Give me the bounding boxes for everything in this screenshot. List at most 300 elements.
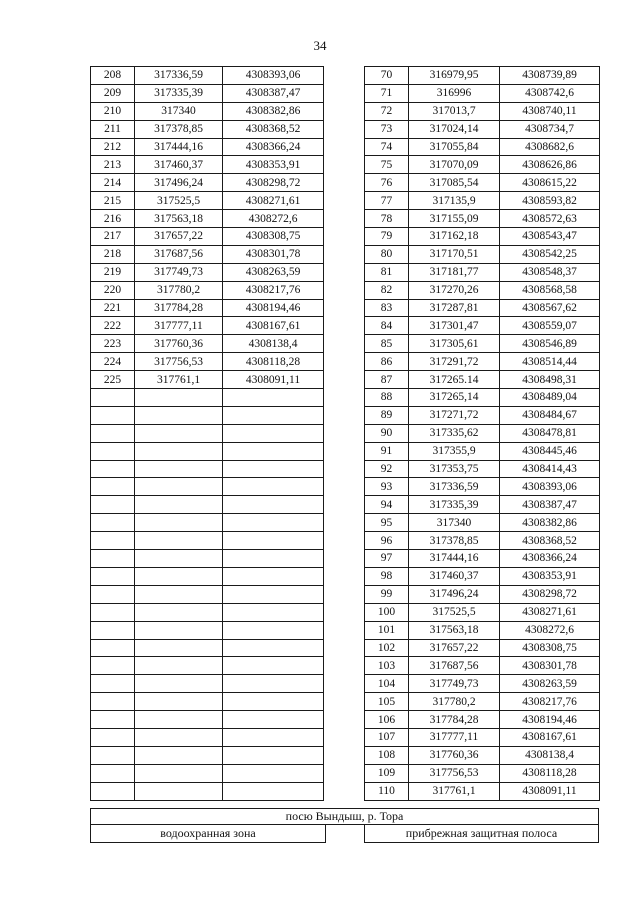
empty-cell [91,782,135,800]
coordinate-y: 4308543,47 [500,228,600,246]
point-number: 213 [91,156,135,174]
empty-cell [91,389,135,407]
empty-table-row [91,657,324,675]
empty-table-row [91,603,324,621]
point-number: 223 [91,335,135,353]
coordinate-y: 4308091,11 [500,782,600,800]
empty-cell [223,603,324,621]
page-number: 34 [313,38,327,53]
coordinate-y: 4308091,11 [223,371,324,389]
coordinate-x: 317657,22 [409,639,500,657]
table-row [365,174,600,192]
point-number: 221 [91,299,135,317]
empty-table-row [91,675,324,693]
point-number: 216 [91,210,135,228]
table-row [91,174,324,192]
coordinate-y: 4308217,76 [223,281,324,299]
coordinate-y: 4308542,25 [500,245,600,263]
coordinate-y: 4308167,61 [223,317,324,335]
coordinate-x: 317749,73 [135,263,223,281]
empty-cell [91,585,135,603]
empty-cell [91,460,135,478]
empty-table-row [91,728,324,746]
empty-cell [223,657,324,675]
coordinate-x: 317335,39 [409,496,500,514]
empty-cell [223,478,324,496]
empty-table-row [91,532,324,550]
empty-table-row [91,585,324,603]
empty-cell [223,567,324,585]
table-row [365,389,600,407]
empty-table-row [91,424,324,442]
coordinate-y: 4308368,52 [223,120,324,138]
point-number: 80 [365,245,409,263]
coordinate-x: 317784,28 [409,711,500,729]
empty-cell [223,424,324,442]
point-number: 77 [365,192,409,210]
empty-cell [135,478,223,496]
point-number: 87 [365,371,409,389]
table-row [365,317,600,335]
coordinate-x: 317780,2 [135,281,223,299]
empty-cell [91,567,135,585]
coordinate-y: 4308353,91 [223,156,324,174]
empty-table-row [91,621,324,639]
table-row [365,728,600,746]
table-row [365,335,600,353]
coordinate-y: 4308626,86 [500,156,600,174]
point-number: 86 [365,353,409,371]
coordinate-y: 4308138,4 [223,335,324,353]
coordinate-x: 317055,84 [409,138,500,156]
coordinate-x: 317335,39 [135,84,223,102]
empty-table-row [91,711,324,729]
table-row [365,621,600,639]
coordinate-x: 317563,18 [409,621,500,639]
table-row [365,550,600,568]
empty-table-row [91,406,324,424]
coordinate-y: 4308478,81 [500,424,600,442]
empty-table-row [91,442,324,460]
coordinate-x: 317170,51 [409,245,500,263]
empty-cell [223,514,324,532]
coordinate-y: 4308734,7 [500,120,600,138]
table-row [365,299,600,317]
empty-cell [91,639,135,657]
coordinate-y: 4308742,6 [500,84,600,102]
coordinate-y: 4308263,59 [223,263,324,281]
coordinate-y: 4308353,91 [500,567,600,585]
point-number: 97 [365,550,409,568]
coordinate-x: 317013,7 [409,102,500,120]
empty-cell [223,621,324,639]
empty-cell [135,746,223,764]
empty-cell [135,496,223,514]
point-number: 96 [365,532,409,550]
point-number: 85 [365,335,409,353]
point-number: 109 [365,764,409,782]
table-row [91,210,324,228]
coordinate-x: 317563,18 [135,210,223,228]
point-number: 219 [91,263,135,281]
table-row [365,514,600,532]
coordinate-y: 4308271,61 [500,603,600,621]
coordinate-y: 4308414,43 [500,460,600,478]
table-row [365,585,600,603]
table-row [365,120,600,138]
empty-cell [91,532,135,550]
point-number: 71 [365,84,409,102]
water-protection-zone-label: водоохранная зона [90,825,326,843]
empty-cell [91,442,135,460]
point-number: 93 [365,478,409,496]
empty-table-row [91,460,324,478]
point-number: 99 [365,585,409,603]
point-number: 220 [91,281,135,299]
point-number: 101 [365,621,409,639]
empty-cell [91,675,135,693]
point-number: 78 [365,210,409,228]
coordinate-y: 4308194,46 [223,299,324,317]
table-row [91,156,324,174]
point-number: 218 [91,245,135,263]
empty-cell [135,782,223,800]
coordinate-y: 4308387,47 [500,496,600,514]
empty-table-row [91,746,324,764]
empty-cell [135,639,223,657]
coordinate-x: 317301,47 [409,317,500,335]
table-row [365,693,600,711]
empty-cell [135,532,223,550]
coordinate-x: 317760,36 [409,746,500,764]
coordinate-x: 317305,61 [409,335,500,353]
coordinate-y: 4308387,47 [223,84,324,102]
point-number: 76 [365,174,409,192]
table-row [91,120,324,138]
coordinate-x: 317265.14 [409,371,500,389]
empty-cell [223,782,324,800]
coordinate-x: 317756,53 [135,353,223,371]
point-number: 100 [365,603,409,621]
coordinate-y: 4308118,28 [500,764,600,782]
table-row [365,102,600,120]
coordinate-x: 317162,18 [409,228,500,246]
point-number: 107 [365,728,409,746]
empty-cell [135,585,223,603]
point-number: 106 [365,711,409,729]
coordinate-x: 317271,72 [409,406,500,424]
coordinate-y: 4308615,22 [500,174,600,192]
table-row [91,299,324,317]
empty-cell [91,728,135,746]
empty-cell [223,764,324,782]
point-number: 88 [365,389,409,407]
coordinate-y: 4308138,4 [500,746,600,764]
empty-cell [223,460,324,478]
empty-cell [135,550,223,568]
coordinate-y: 4308593,82 [500,192,600,210]
coordinate-x: 317378,85 [409,532,500,550]
table-row [365,782,600,800]
table-row [365,228,600,246]
point-number: 82 [365,281,409,299]
coordinate-y: 4308368,52 [500,532,600,550]
coordinate-y: 4308393,06 [500,478,600,496]
table-row [91,263,324,281]
empty-table-row [91,478,324,496]
point-number: 105 [365,693,409,711]
coordinate-x: 317780,2 [409,693,500,711]
coordinate-y: 4308308,75 [500,639,600,657]
coordinate-y: 4308366,24 [500,550,600,568]
coordinate-x: 317155,09 [409,210,500,228]
coordinate-x: 317525,5 [409,603,500,621]
point-number: 215 [91,192,135,210]
coordinate-x: 317355,9 [409,442,500,460]
coordinate-y: 4308740,11 [500,102,600,120]
table-row [365,764,600,782]
point-number: 70 [365,67,409,85]
table-row [365,603,600,621]
table-row [365,245,600,263]
table-row [365,156,600,174]
table-row [365,639,600,657]
empty-table-row [91,514,324,532]
point-number: 74 [365,138,409,156]
coordinate-x: 317340 [409,514,500,532]
coordinate-y: 4308546,89 [500,335,600,353]
point-number: 75 [365,156,409,174]
point-number: 98 [365,567,409,585]
coordinate-y: 4308484,67 [500,406,600,424]
empty-cell [135,567,223,585]
point-number: 110 [365,782,409,800]
coordinate-x: 317657,22 [135,228,223,246]
empty-table-row [91,639,324,657]
table-row [91,317,324,335]
point-number: 81 [365,263,409,281]
table-row [365,263,600,281]
empty-cell [135,621,223,639]
coordinate-y: 4308298,72 [500,585,600,603]
empty-cell [91,514,135,532]
coordinate-x: 317336,59 [409,478,500,496]
empty-cell [223,675,324,693]
empty-cell [223,550,324,568]
point-number: 92 [365,460,409,478]
empty-cell [135,657,223,675]
coordinate-y: 4308548,37 [500,263,600,281]
table-row [91,335,324,353]
empty-table-row [91,496,324,514]
table-row [91,84,324,102]
point-number: 73 [365,120,409,138]
coordinate-x: 317335,62 [409,424,500,442]
coordinate-x: 317761,1 [135,371,223,389]
empty-cell [135,442,223,460]
coordinate-y: 4308301,78 [223,245,324,263]
empty-cell [223,532,324,550]
point-number: 108 [365,746,409,764]
empty-cell [91,693,135,711]
point-number: 89 [365,406,409,424]
coordinate-x: 316996 [409,84,500,102]
table-row [91,281,324,299]
table-row [365,424,600,442]
coastal-protection-strip-label: прибрежная защитная полоса [364,825,599,843]
empty-cell [135,603,223,621]
table-row [91,192,324,210]
empty-cell [223,406,324,424]
coordinate-y: 4308217,76 [500,693,600,711]
coordinate-y: 4308272,6 [223,210,324,228]
coordinate-x: 317270,26 [409,281,500,299]
coordinate-y: 4308445,46 [500,442,600,460]
coordinate-x: 317181,77 [409,263,500,281]
point-number: 95 [365,514,409,532]
coordinate-x: 317749,73 [409,675,500,693]
point-number: 79 [365,228,409,246]
coordinate-x: 317777,11 [409,728,500,746]
coordinate-x: 317070,09 [409,156,500,174]
empty-table-row [91,550,324,568]
point-number: 209 [91,84,135,102]
table-row [91,228,324,246]
coordinate-y: 4308263,59 [500,675,600,693]
table-row [91,371,324,389]
point-number: 214 [91,174,135,192]
empty-table-row [91,567,324,585]
table-row [365,67,600,85]
empty-cell [223,693,324,711]
left-coordinates-table [90,66,324,801]
empty-cell [91,764,135,782]
table-row [365,460,600,478]
point-number: 212 [91,138,135,156]
coordinate-x: 317265,14 [409,389,500,407]
point-number: 103 [365,657,409,675]
empty-cell [91,406,135,424]
coordinate-x: 317687,56 [409,657,500,675]
coordinate-x: 317378,85 [135,120,223,138]
table-row [365,711,600,729]
coordinate-y: 4308382,86 [223,102,324,120]
table-row [365,406,600,424]
place-label: посю Вындыш, р. Тора [90,808,599,825]
empty-table-row [91,764,324,782]
empty-cell [91,657,135,675]
point-number: 102 [365,639,409,657]
empty-cell [91,478,135,496]
coordinate-y: 4308572,63 [500,210,600,228]
point-number: 72 [365,102,409,120]
coordinate-x: 317777,11 [135,317,223,335]
table-row [365,532,600,550]
point-number: 224 [91,353,135,371]
table-row [365,442,600,460]
coordinate-y: 4308167,61 [500,728,600,746]
empty-cell [135,675,223,693]
empty-cell [223,728,324,746]
table-row [91,67,324,85]
coordinate-x: 317460,37 [409,567,500,585]
point-number: 104 [365,675,409,693]
empty-table-row [91,693,324,711]
coordinate-x: 317760,36 [135,335,223,353]
empty-cell [135,764,223,782]
empty-cell [135,728,223,746]
coordinate-x: 317135,9 [409,192,500,210]
empty-cell [223,442,324,460]
coordinate-y: 4308382,86 [500,514,600,532]
table-row [365,192,600,210]
coordinate-x: 316979,95 [409,67,500,85]
empty-cell [135,693,223,711]
table-row [365,371,600,389]
coordinate-x: 317756,53 [409,764,500,782]
point-number: 84 [365,317,409,335]
point-number: 222 [91,317,135,335]
table-row [91,138,324,156]
coordinate-y: 4308366,24 [223,138,324,156]
point-number: 225 [91,371,135,389]
empty-cell [135,460,223,478]
table-row [365,675,600,693]
coordinate-x: 317287,81 [409,299,500,317]
point-number: 208 [91,67,135,85]
point-number: 217 [91,228,135,246]
coordinate-y: 4308272,6 [500,621,600,639]
coordinate-y: 4308271,61 [223,192,324,210]
table-row [365,657,600,675]
point-number: 94 [365,496,409,514]
table-row [365,138,600,156]
table-row [91,353,324,371]
empty-cell [223,585,324,603]
empty-table-row [91,389,324,407]
coordinate-x: 317460,37 [135,156,223,174]
empty-cell [223,389,324,407]
empty-cell [91,424,135,442]
empty-cell [135,711,223,729]
point-number: 210 [91,102,135,120]
table-row [91,102,324,120]
coordinate-x: 317024,14 [409,120,500,138]
empty-cell [135,406,223,424]
coordinate-x: 317291,72 [409,353,500,371]
coordinate-y: 4308739,89 [500,67,600,85]
table-row [365,353,600,371]
coordinate-y: 4308298,72 [223,174,324,192]
coordinate-x: 317784,28 [135,299,223,317]
table-row [365,746,600,764]
table-row [365,567,600,585]
coordinate-y: 4308194,46 [500,711,600,729]
empty-cell [223,746,324,764]
empty-cell [91,603,135,621]
coordinate-x: 317761,1 [409,782,500,800]
empty-cell [91,711,135,729]
table-row [365,210,600,228]
coordinate-x: 317496,24 [409,585,500,603]
coordinate-x: 317525,5 [135,192,223,210]
coordinate-y: 4308301,78 [500,657,600,675]
coordinate-x: 317444,16 [409,550,500,568]
coordinate-x: 317444,16 [135,138,223,156]
coordinate-x: 317496,24 [135,174,223,192]
coordinate-y: 4308514,44 [500,353,600,371]
point-number: 83 [365,299,409,317]
